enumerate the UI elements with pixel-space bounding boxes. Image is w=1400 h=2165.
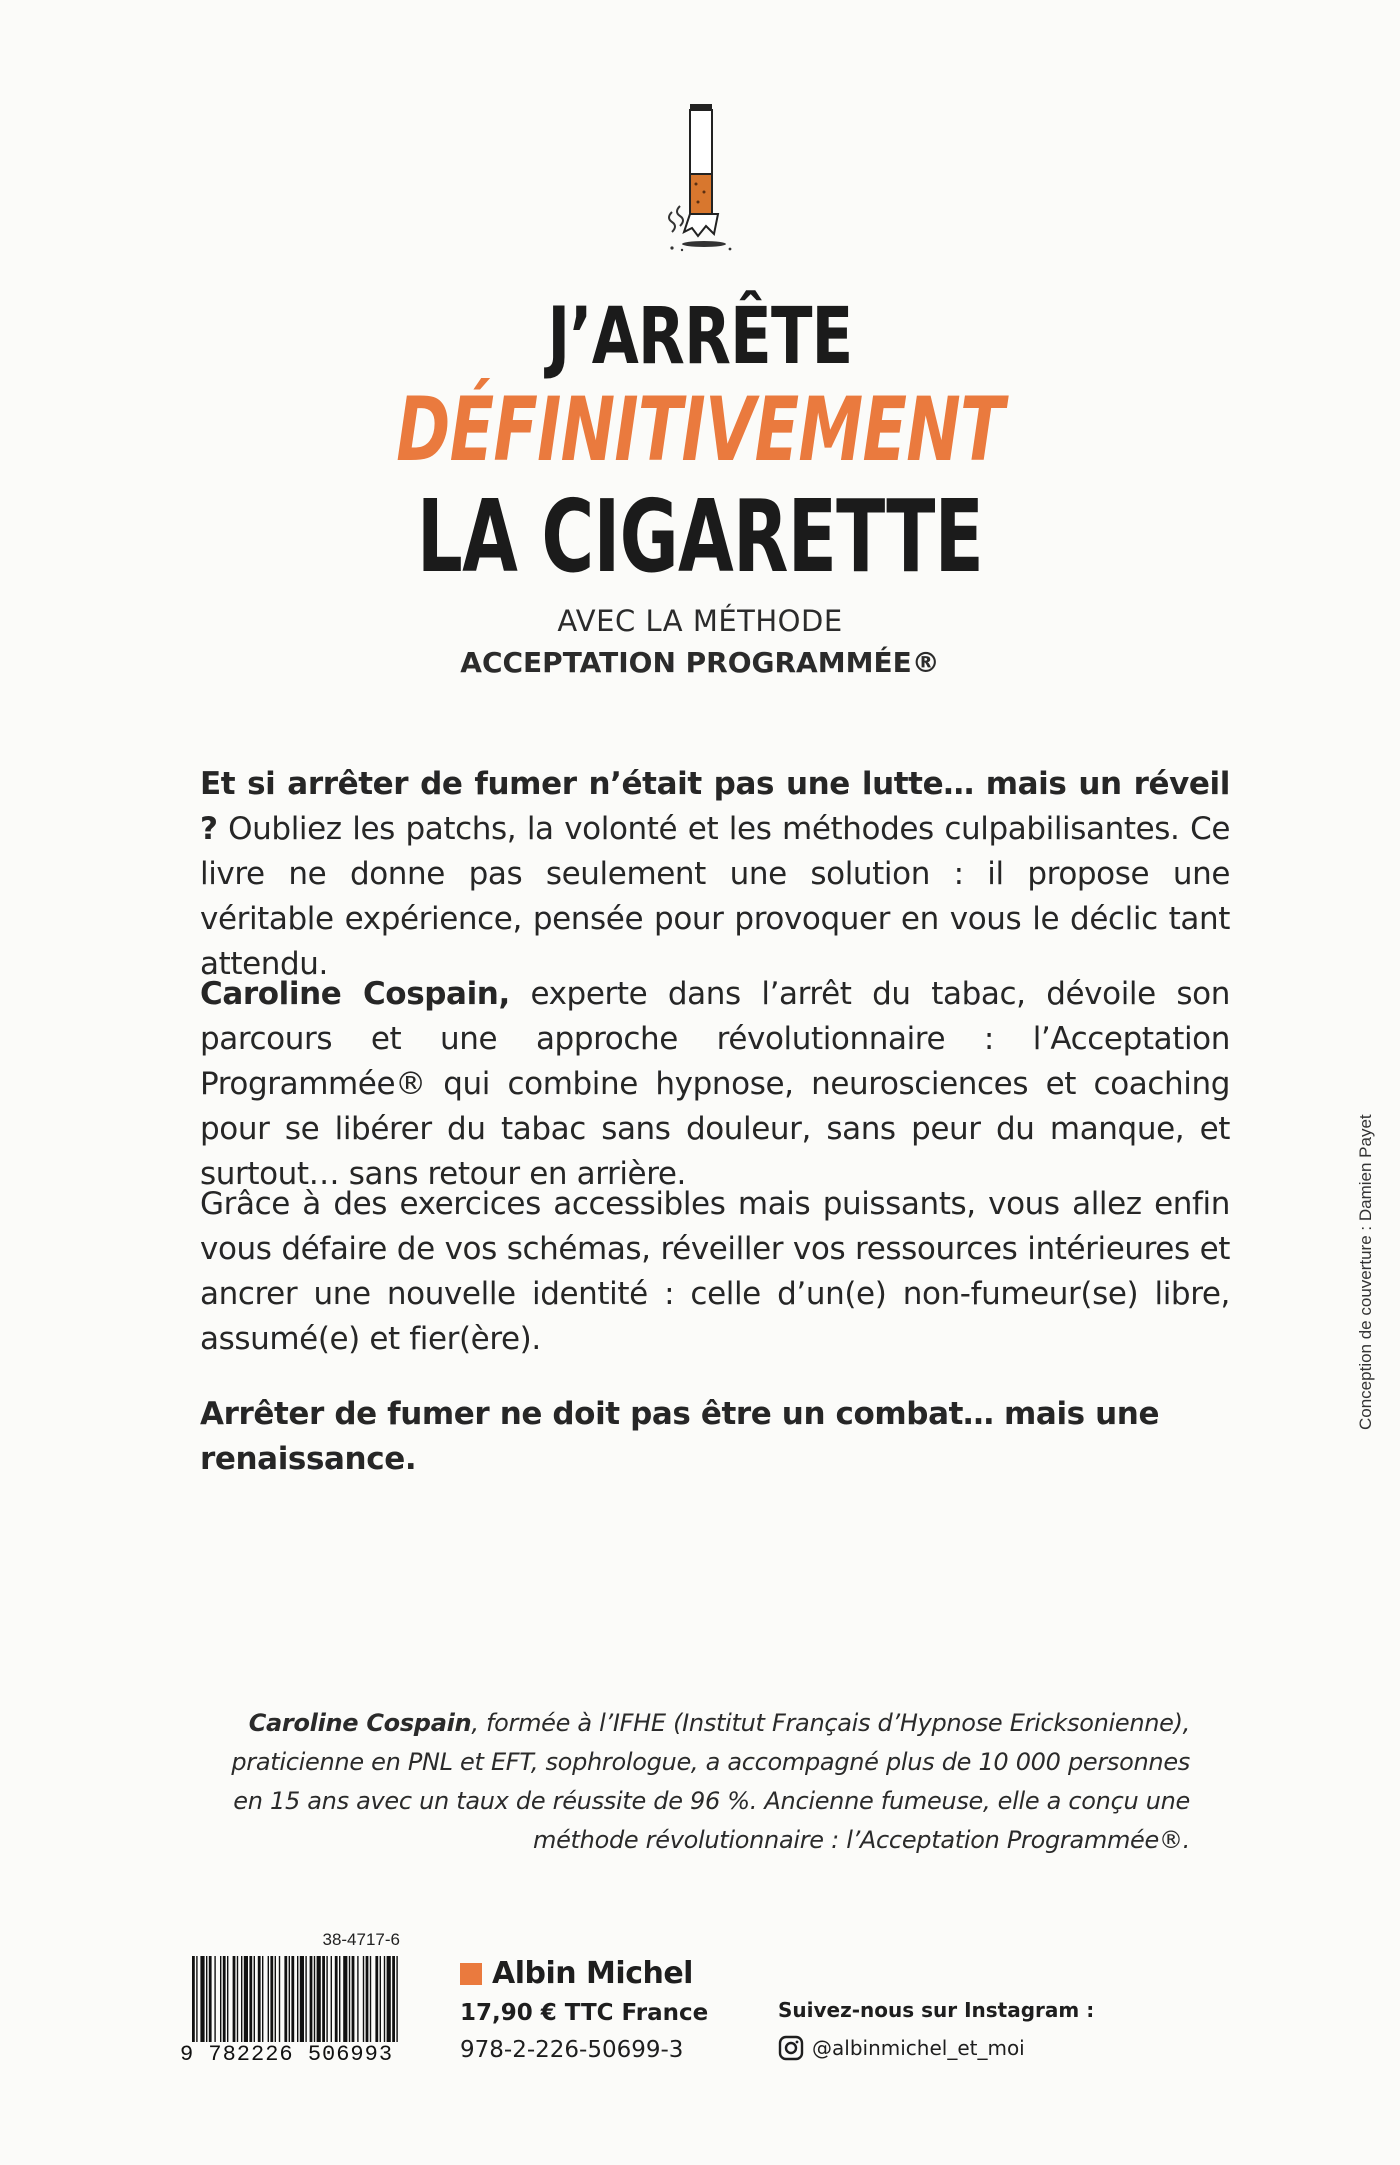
- barcode-bar: [258, 1956, 261, 2042]
- blurb-paragraph-2: [200, 972, 1230, 1197]
- barcode-bar: [214, 1956, 215, 2042]
- barcode-bar: [262, 1956, 263, 2042]
- barcode-bar: [363, 1956, 364, 2042]
- blurb-tagline: Arrêter de fumer ne doit pas être un combat… mais une renaissance.: [200, 1396, 1160, 1477]
- barcode-bar: [331, 1956, 332, 2042]
- barcode-bar: [220, 1956, 221, 2042]
- barcode-bar: [352, 1956, 355, 2042]
- subtitle-line-1: AVEC LA MÉTHODE: [557, 604, 843, 638]
- barcode-bar: [209, 1956, 212, 2042]
- isbn: 978-2-226-50699-3: [460, 2037, 684, 2063]
- barcode-bar: [380, 1956, 381, 2042]
- barcode-bar: [270, 1956, 273, 2042]
- publisher-logo: [460, 1956, 693, 1991]
- author-bio-text: , formée à l’IFHE (Institut Français d’Hypnose Ericksonienne), praticienne en PNL et EFT, sophrologue, a accompagné plus de 10 000 personnes en 15 ans avec un taux de réussite de 96 %. Ancienne fumeuse, elle a conçu une méthode révolutionnaire : l’Acceptation Programmée®.: [231, 1709, 1190, 1854]
- barcode-bar: [275, 1956, 276, 2042]
- barcode-bar: [200, 1956, 204, 2042]
- barcode-bar: [375, 1956, 378, 2042]
- barcode-bar: [254, 1956, 255, 2042]
- barcode-digits: 9 782226 506993: [180, 2042, 410, 2067]
- barcode-bar: [387, 1956, 391, 2042]
- blurb-paragraph-1: [200, 762, 1230, 987]
- barcode-bar: [233, 1956, 236, 2042]
- subtitle-line-2: ACCEPTATION PROGRAMMÉE®: [460, 646, 940, 679]
- author-name-bold: Caroline Cospain,: [200, 976, 510, 1012]
- barcode-bar: [317, 1956, 321, 2042]
- barcode-bar: [339, 1956, 340, 2042]
- barcode-bar: [310, 1956, 313, 2042]
- barcode-bar: [300, 1956, 304, 2042]
- barcode-bar: [322, 1956, 325, 2042]
- barcode-bar: [314, 1956, 315, 2042]
- barcode-bar: [305, 1956, 306, 2042]
- barcode-bar: [241, 1956, 242, 2042]
- cover-design-credit: Conception de couverture : Damien Payet: [1356, 1114, 1375, 1430]
- barcode-bar: [335, 1956, 338, 2042]
- barcode-bar: [343, 1956, 347, 2042]
- barcode-bar: [268, 1956, 269, 2042]
- barcode-bar: [384, 1956, 385, 2042]
- barcode-bar: [297, 1956, 298, 2042]
- author-bio-name: Caroline Cospain: [248, 1709, 472, 1737]
- barcode-bar: [227, 1956, 228, 2042]
- blurb-paragraph-1-text: Oubliez les patchs, la volonté et les méthodes culpabilisantes. Ce livre ne donne pas seulement une solution : il propose une véritable expérience, pensée pour provoquer en vous le déclic tant attendu.: [200, 811, 1230, 982]
- barcode-bar: [244, 1956, 248, 2042]
- instagram-link[interactable]: [778, 2035, 1025, 2061]
- author-bio: [220, 1704, 1190, 1860]
- barcode-bar: [349, 1956, 350, 2042]
- blurb-paragraph-3: Grâce à des exercices accessibles mais puissants, vous allez enfin vous défaire de vos schémas, réveiller vos ressources intérieures et ancrer une nouvelle identité : celle d’un(e) non-fumeur(se) libre, assumé(e) et fier(ère).: [200, 1186, 1230, 1357]
- title-line-2: DÉFINITIVEMENT: [396, 378, 1004, 481]
- barcode-bar: [370, 1956, 371, 2042]
- barcode-bar: [284, 1956, 287, 2042]
- barcode-bar: [249, 1956, 252, 2042]
- cigarette-butt-icon: [662, 100, 742, 260]
- barcode-bar: [289, 1956, 290, 2042]
- barcode-bar: [206, 1956, 207, 2042]
- instagram-icon: [778, 2035, 804, 2061]
- title-line-3: LA CIGARETTE: [416, 478, 984, 595]
- barcode-bar: [357, 1956, 358, 2042]
- barcode-bar: [237, 1956, 238, 2042]
- publisher-name: Albin Michel: [492, 1956, 693, 1991]
- barcode-bar: [279, 1956, 280, 2042]
- instagram-handle: @albinmichel_et_moi: [812, 2036, 1025, 2060]
- barcode-code: 38-4717-6: [322, 1930, 400, 1949]
- title-line-1: J’ARRÊTE: [547, 292, 853, 382]
- barcode-bar: [223, 1956, 226, 2042]
- publisher-square-icon: [460, 1963, 482, 1985]
- instagram-title: Suivez-nous sur Instagram :: [778, 1998, 1095, 2022]
- price: 17,90 € TTC France: [460, 2000, 709, 2026]
- blurb-hook: Et si arrêter de fumer n’était pas une lutte… mais un réveil ?: [200, 766, 1230, 847]
- barcode-bar: [366, 1956, 369, 2042]
- barcode-bar: [326, 1956, 327, 2042]
- blurb-paragraph-2-text: experte dans l’arrêt du tabac, dévoile son parcours et une approche révolutionnaire : l’Acceptation Programmée® qui combine hypnose, neurosciences et coaching pour se libérer du tabac sans douleur, sans peur du manque, et surtout… sans retour en arrière.: [200, 976, 1230, 1192]
